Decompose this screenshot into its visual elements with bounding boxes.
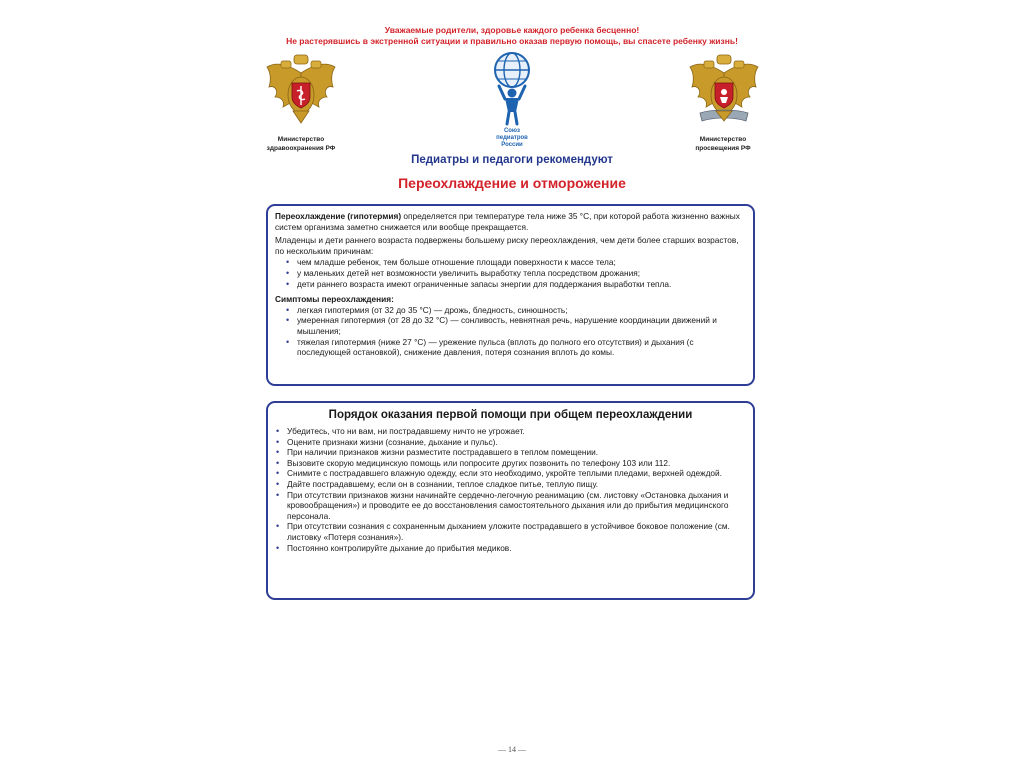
center-logo-caption: Союз педиатров России <box>496 128 528 148</box>
first-aid-steps-list <box>276 426 746 553</box>
header-line-2: Не растерявшись в экстренной ситуации и правильно оказав первую помощь, вы спасете ребенку жизнь! <box>286 36 738 46</box>
list-item: • умеренная гипотермия (от 28 до 32 °С) — сонливость, невнятная речь, нарушение координации движений и мышления; <box>286 315 717 336</box>
symptoms-list <box>286 304 746 358</box>
list-item: • Дайте пострадавшему, если он в сознании, теплое сладкое питье, теплую пищу. <box>276 478 599 489</box>
list-item: • Убедитесь, что ни вам, ни пострадавшему ничто не угрожает. <box>276 426 525 436</box>
list-item: • Оцените признаки жизни (сознание, дыхание и пульс). <box>276 436 498 447</box>
list-item: • дети раннего возраста имеют ограниченные запасы энергии для поддержания выработки тепла. <box>286 278 672 289</box>
left-org-caption: Министерство здравоохранения РФ <box>266 136 336 152</box>
list-item: • Вызовите скорую медицинскую помощь или попросите других позвонить по телефону 103 или 112. <box>276 457 671 468</box>
list-item: • Снимите с пострадавшего влажную одежду, если это необходимо, укройте теплыми пледами, верхней одеждой. <box>276 468 722 479</box>
definition-paragraph: Переохлаждение (гипотермия) определяется при температуре тела ниже 35 °С, при которой работа жизненно важных систем организма заметно снижается или вообще прекращается. <box>275 211 740 232</box>
list-item: • Постоянно контролируйте дыхание до прибытия медиков. <box>276 542 512 553</box>
page-number: — 14 — <box>498 745 526 754</box>
list-item: • у маленьких детей нет возможности увеличить выработку тепла посредством дрожания; <box>286 267 640 278</box>
header-line-1: Уважаемые родители, здоровье каждого ребенка бесценно! <box>384 25 640 35</box>
double-headed-eagle-emblem-icon <box>686 51 762 131</box>
term-label: Переохлаждение (гипотермия) <box>275 211 402 221</box>
hypothermia-info-box <box>266 204 755 386</box>
list-item: • чем младше ребенок, тем больше отношение площади поверхности к массе тела; <box>286 257 616 268</box>
recommend-subtitle: Педиатры и педагоги рекомендуют <box>411 154 613 166</box>
page-title: Переохлаждение и отморожение <box>398 175 626 191</box>
list-item: • При отсутствии сознания с сохраненным дыханием уложите пострадавшего в устойчивое боковое положение (см. листовку «Потеря сознания»). <box>276 521 730 542</box>
list-item: • При отсутствии признаков жизни начинайте сердечно-легочную реанимацию (см. листовку «Остановка дыхания и кровообращения») и проводите ее до восстановления самостоятельного дыхания или до прибытия медицинского персонала. <box>276 489 729 521</box>
first-aid-box <box>266 401 755 600</box>
double-headed-eagle-emblem-icon <box>263 51 339 131</box>
list-item: • легкая гипотермия (от 32 до 35 °С) — дрожь, бледность, синюшность; <box>286 304 568 315</box>
union-of-pediatricians-globe-icon <box>490 50 534 126</box>
reasons-list <box>286 257 746 289</box>
risk-paragraph: Младенцы и дети раннего возраста подвержены большему риску переохлаждения, чем дети более старших возрастов, по нескольким причинам: <box>275 235 739 256</box>
first-aid-title: Порядок оказания первой помощи при общем переохлаждении <box>328 409 693 421</box>
right-org-caption: Министерство просвещения РФ <box>695 136 751 152</box>
list-item: • При наличии признаков жизни разместите пострадавшего в теплом помещении. <box>276 447 599 458</box>
list-item: • тяжелая гипотермия (ниже 27 °С) — урежение пульса (вплоть до полного его отсутствия) и дыхания (с последующей остановкой), снижение давления, потеря сознания вплоть до комы. <box>286 336 694 358</box>
symptoms-title: Симптомы переохлаждения: <box>275 294 394 305</box>
